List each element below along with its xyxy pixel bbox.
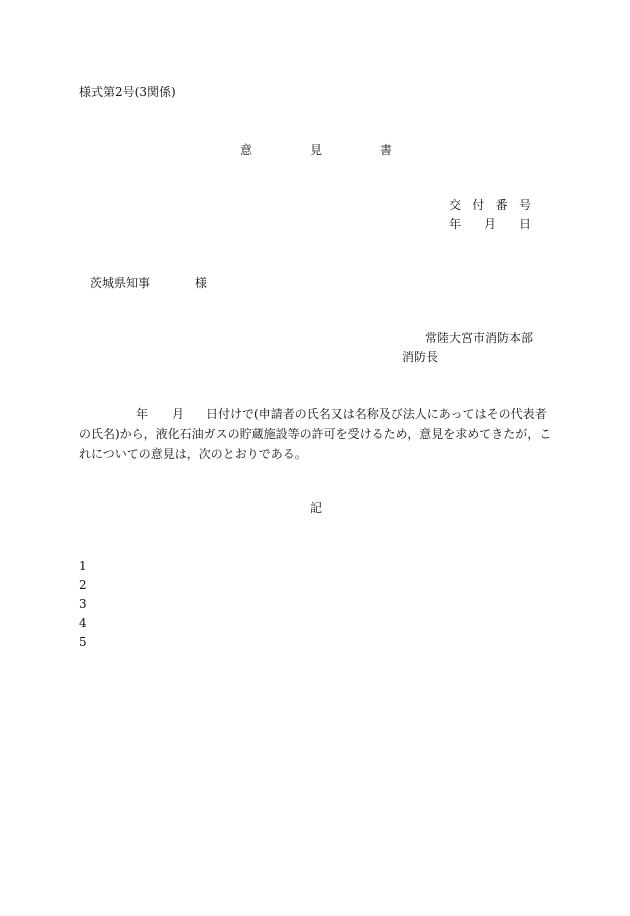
- body-paragraph: [79, 404, 561, 464]
- list-item: 2: [79, 578, 87, 592]
- issue-number-char: 番: [495, 198, 508, 212]
- list-item: 3: [79, 597, 87, 611]
- sender-organization: 常陸大宮市消防本部: [425, 331, 534, 345]
- issue-date-char: 月: [483, 217, 496, 231]
- list-item: 4: [79, 616, 87, 630]
- title-char: 意: [240, 143, 253, 157]
- body-month-char: 月: [172, 407, 185, 421]
- list-item: 5: [79, 635, 87, 649]
- issue-number-label: [449, 198, 531, 212]
- body-continuation: の氏名)から，液化石油ガスの貯蔵施設等の許可を受けるため，意見を求めてきたが，これについての意見は，次のとおりである。: [79, 427, 552, 461]
- body-date-text: 日付けで(申請者の氏名又は名称及び法人にあってはその代表者: [206, 407, 547, 421]
- issue-number-char: 付: [472, 198, 485, 212]
- document-title: [240, 143, 392, 157]
- numbered-list: [79, 557, 87, 652]
- record-label: 記: [310, 501, 323, 515]
- issue-date-char: 年: [449, 217, 462, 231]
- issue-number-char: 交: [449, 198, 462, 212]
- body-first-line: [79, 404, 561, 424]
- title-char: 書: [379, 143, 392, 157]
- addressee-honorific: 様: [195, 276, 208, 290]
- issue-number-char: 号: [518, 198, 531, 212]
- issue-date-label: [449, 217, 531, 231]
- sender-title: 消防長: [402, 350, 439, 364]
- title-char: 見: [309, 143, 322, 157]
- addressee-name: 茨城県知事: [90, 276, 151, 290]
- issue-date-char: 日: [518, 217, 531, 231]
- body-year-char: 年: [136, 407, 149, 421]
- form-number: 様式第2号(3関係): [79, 85, 176, 99]
- list-item: 1: [79, 559, 87, 573]
